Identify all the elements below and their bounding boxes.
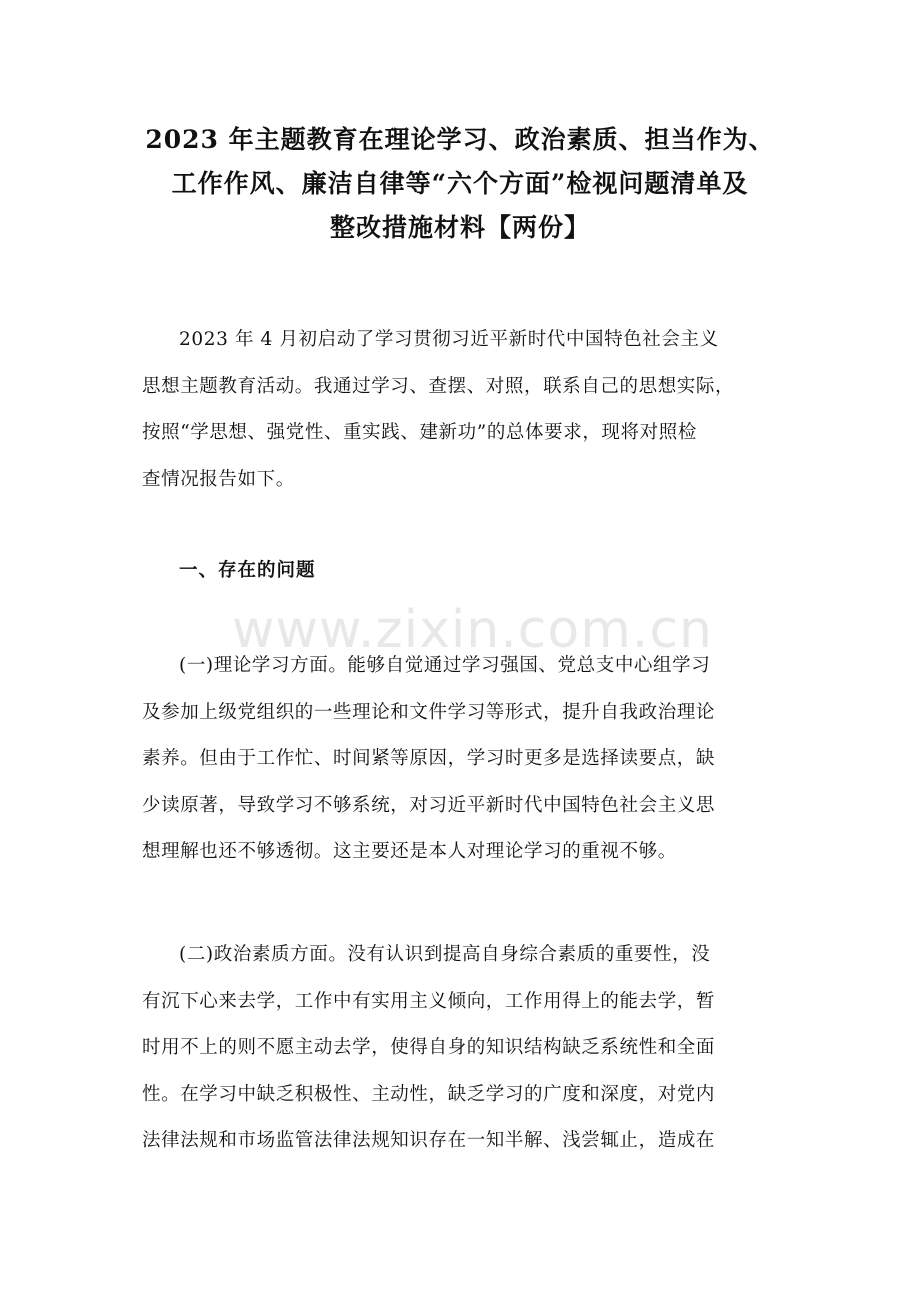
theory-line: (一)理论学习方面。能够自觉通过学习强国、党总支中心组学习 [179, 655, 711, 676]
theory-paragraph [142, 643, 782, 876]
politics-paragraph [142, 932, 782, 1165]
politics-line: 时用不上的则不愿主动去学，使得自身的知识结构缺乏系统性和全面 [142, 1037, 716, 1059]
watermark: www.zixin.com.cn [232, 600, 713, 660]
intro-line: 思想主题教育活动。我通过学习、查摆、对照，联系自己的思想实际， [142, 375, 735, 397]
theory-line: 素养。但由于工作忙、时间紧等原因，学习时更多是选择读要点，缺 [142, 748, 716, 770]
politics-line: 性。在学习中缺乏积极性、主动性，缺乏学习的广度和深度，对党内 [142, 1083, 716, 1105]
theory-line: 想理解也还不够透彻。这主要还是本人对理论学习的重视不够。 [142, 841, 677, 863]
theory-line: 少读原著，导致学习不够系统，对习近平新时代中国特色社会主义思 [142, 794, 716, 816]
title-line: 工作作风、廉洁自律等“六个方面”检视问题清单及 [171, 169, 749, 198]
intro-line: 按照“学思想、强党性、重实践、建新功”的总体要求，现将对照检 [142, 422, 697, 444]
title-line: 整改措施材料【两份】 [329, 213, 590, 242]
intro-paragraph [142, 317, 782, 503]
intro-line: 2023 年 4 月初启动了学习贯彻习近平新时代中国特色社会主义 [179, 329, 719, 350]
intro-line: 查情况报告如下。 [142, 468, 295, 490]
document-title [130, 118, 790, 250]
theory-line: 及参加上级党组织的一些理论和文件学习等形式，提升自我政治理论 [142, 701, 716, 723]
section-heading: 一、存在的问题 [179, 560, 316, 581]
politics-line: 法律法规和市场监管法律法规知识存在一知半解、浅尝辄止，造成在 [142, 1130, 716, 1152]
politics-line: (二)政治素质方面。没有认识到提高自身综合素质的重要性，没 [179, 944, 711, 965]
politics-line: 有沉下心来去学，工作中有实用主义倾向，工作用得上的能去学，暂 [142, 990, 716, 1012]
title-line: 2023 年主题教育在理论学习、政治素质、担当作为、 [145, 125, 775, 154]
